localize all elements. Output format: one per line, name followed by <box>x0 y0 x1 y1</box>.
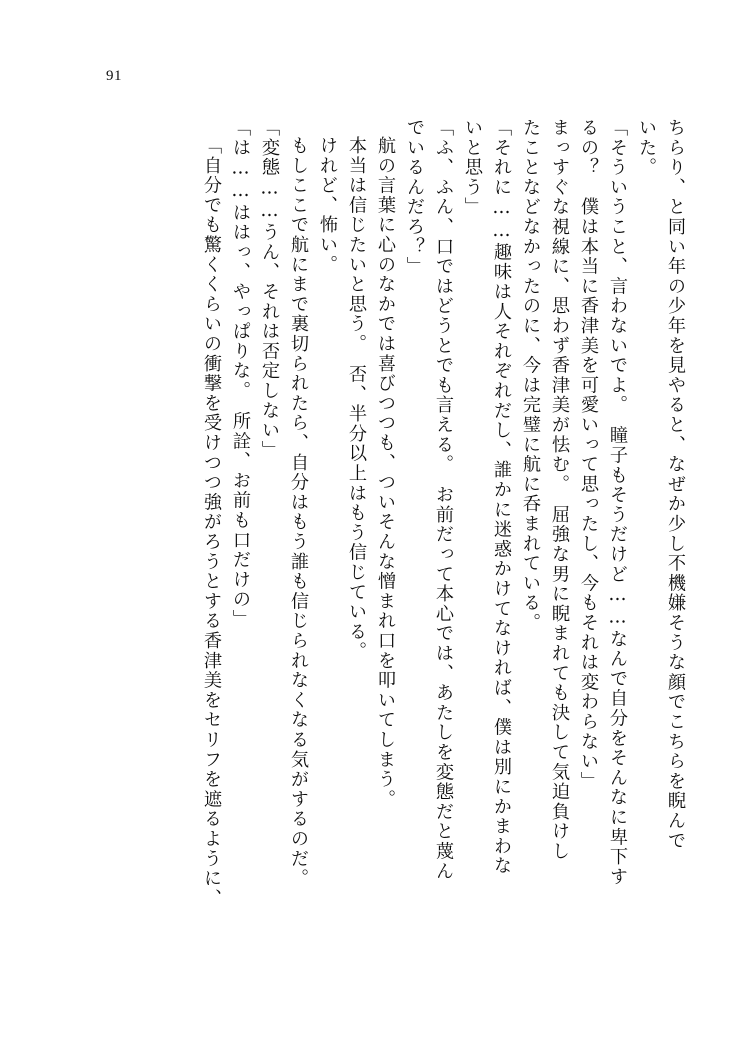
text-line: 「は……ははっ、やっぱりな。 所詮、お前も口だけの」 <box>230 118 251 630</box>
text-line: いと思う」 <box>462 118 483 217</box>
page-number: 91 <box>106 68 122 84</box>
text-line: 航の言葉に心のなかでは喜びつつも、ついそんな憎まれ口を叩いてしまう。 <box>375 136 396 810</box>
text-line: 本当は信じたいと思う。 否、半分以上はもう信じている。 <box>346 136 367 662</box>
text-line: でいるんだろ？」 <box>404 118 425 277</box>
text-line: もしここで航にまで裏切られたら、自分はもう誰も信じられなくなる気がするのだ。 <box>288 136 309 889</box>
text-line: 「変態……うん、それは否定しない」 <box>259 118 280 461</box>
text-line: 「そういうこと、言わないでよ。 瞳子もそうだけど……なんで自分をそんなに卑下す <box>607 118 628 887</box>
text-line: いた。 <box>636 118 657 178</box>
text-line: ちらり、と同い年の少年を見やると、なぜか少し不機嫌そうな顔でこちらを睨んで <box>665 118 686 851</box>
vertical-text-body <box>66 118 684 998</box>
text-line: 「ふ、ふん、口ではどうとでも言える。 お前だって本心では、あたしを変態だと蔑ん <box>433 118 454 882</box>
text-line: 「それに……趣味は人それぞれだし、誰かに迷惑かけてなければ、僕は別にかまわな <box>491 118 512 876</box>
text-line: まっすぐな視線に、思わず香津美が怯む。 屈強な男に睨まれても決して気迫負けし <box>549 118 570 862</box>
text-line: 「自分でも驚くくらいの衝撃を受けつつ強がろうとする香津美をセリフを遮るように、 <box>201 136 222 909</box>
text-line: けれど、怖い。 <box>317 136 338 275</box>
text-line: るの？ 僕は本当に香津美を可愛いって思ったし、今もそれは変わらない」 <box>578 118 599 792</box>
text-line: たことなどなかったのに、今は完璧に航に呑まれている。 <box>520 118 541 633</box>
